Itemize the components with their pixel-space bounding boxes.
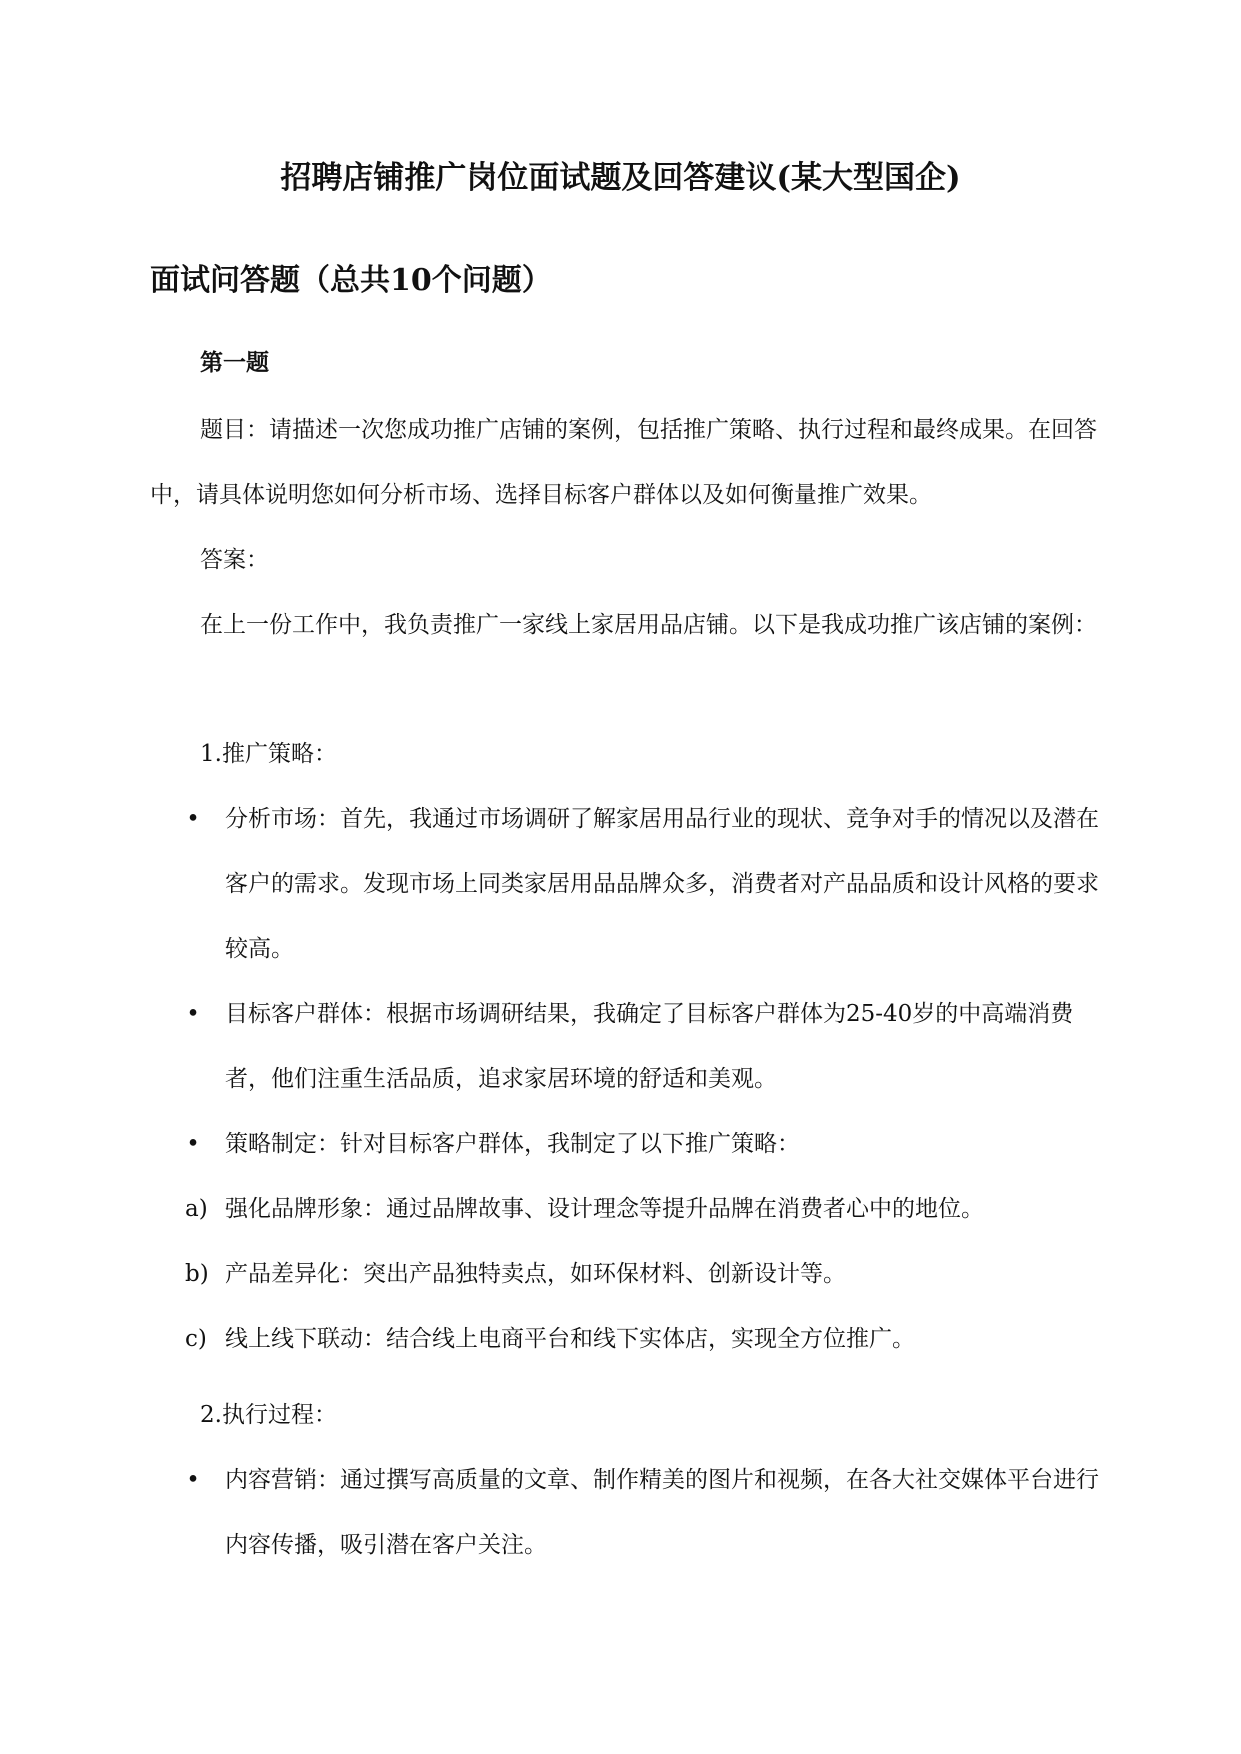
sub-item-text: 线上线下联动：结合线上电商平台和线下实体店，实现全方位推广。 bbox=[225, 1326, 915, 1352]
bullet-icon: • bbox=[186, 806, 200, 832]
document-title: 招聘店铺推广岗位面试题及回答建议(某大型国企) bbox=[280, 160, 961, 196]
question-heading: 第一题 bbox=[200, 349, 269, 376]
sub-list-item bbox=[185, 1307, 915, 1372]
bullet-icon: • bbox=[186, 1467, 200, 1493]
sub-list-item bbox=[185, 1177, 984, 1242]
list-item bbox=[185, 787, 1105, 982]
answer-label: 答案： bbox=[200, 547, 269, 573]
sub-item-marker: c) bbox=[185, 1326, 207, 1352]
section-heading: 面试问答题（总共10个问题） bbox=[150, 263, 552, 298]
sub-item-text: 强化品牌形象：通过品牌故事、设计理念等提升品牌在消费者心中的地位。 bbox=[225, 1196, 984, 1222]
sub-item-marker: a) bbox=[185, 1196, 208, 1222]
list-item bbox=[185, 1112, 1105, 1177]
bullet-text: 目标客户群体：根据市场调研结果，我确定了目标客户群体为25-40岁的中高端消费者，他们注重生活品质，追求家居环境的舒适和美观。 bbox=[225, 1001, 1074, 1092]
list-item bbox=[185, 982, 1105, 1112]
bullet-icon: • bbox=[186, 1131, 200, 1157]
sub-item-text: 产品差异化：突出产品独特卖点，如环保材料、创新设计等。 bbox=[225, 1261, 846, 1287]
bullet-text: 内容营销：通过撰写高质量的文章、制作精美的图片和视频，在各大社交媒体平台进行内容传播，吸引潜在客户关注。 bbox=[225, 1467, 1099, 1558]
answer-intro: 在上一份工作中，我负责推广一家线上家居用品店铺。以下是我成功推广该店铺的案例： bbox=[200, 612, 1097, 638]
part1-label: 1.推广策略： bbox=[200, 741, 337, 767]
bullet-text: 策略制定：针对目标客户群体，我制定了以下推广策略： bbox=[225, 1131, 800, 1157]
list-item bbox=[185, 1448, 1105, 1578]
bullet-icon: • bbox=[186, 1001, 200, 1027]
part2-label: 2.执行过程： bbox=[200, 1402, 337, 1428]
sub-list-item bbox=[185, 1242, 846, 1307]
question-text: 题目：请描述一次您成功推广店铺的案例，包括推广策略、执行过程和最终成果。在回答中，请具体说明您如何分析市场、选择目标客户群体以及如何衡量推广效果。 bbox=[150, 417, 1097, 508]
sub-item-marker: b) bbox=[185, 1261, 209, 1287]
bullet-text: 分析市场：首先，我通过市场调研了解家居用品行业的现状、竞争对手的情况以及潜在客户的需求。发现市场上同类家居用品品牌众多，消费者对产品品质和设计风格的要求较高。 bbox=[225, 806, 1099, 962]
